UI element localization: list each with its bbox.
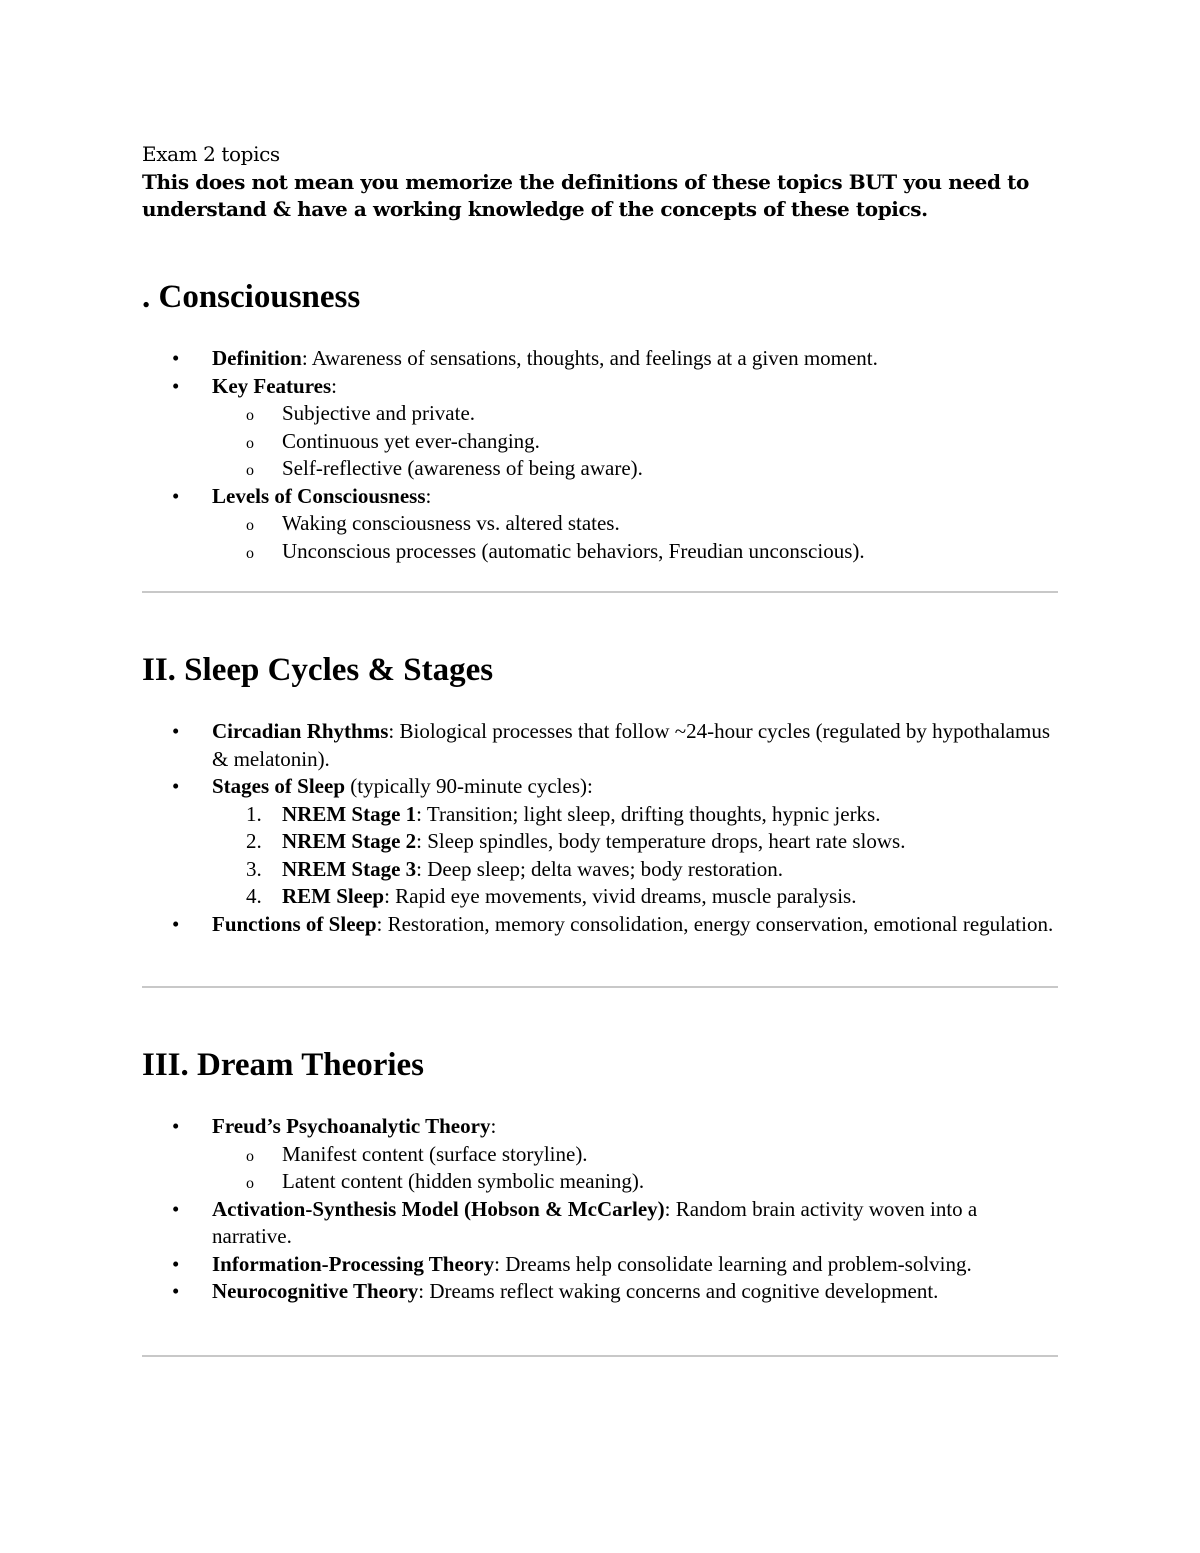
list-item — [142, 345, 1060, 373]
term: NREM Stage 2 — [282, 829, 417, 853]
circle-bullet-icon: o — [246, 544, 254, 562]
list-item — [142, 1278, 1060, 1306]
topic-list — [142, 718, 1060, 938]
numbered-item — [142, 883, 1060, 911]
item-number: 1. — [246, 801, 262, 826]
item-number: 4. — [246, 884, 262, 908]
description: : — [331, 373, 338, 398]
list-item — [142, 1196, 1060, 1251]
circle-bullet-icon: o — [246, 1175, 254, 1192]
bullet-icon: • — [172, 1279, 180, 1303]
term: Information-Processing Theory — [212, 1251, 495, 1276]
numbered-item — [142, 828, 1060, 856]
term: Neurocognitive Theory — [212, 1279, 419, 1303]
section-title: III. Dream Theories — [142, 1047, 425, 1083]
term: Key Features — [212, 373, 332, 398]
description: : Biological processes that follow ~24-hour cycles (regulated by hypothalamus & melatonin). — [212, 719, 1051, 771]
sub-list-item — [142, 510, 1060, 538]
exam-header — [142, 141, 1042, 224]
description: : Rapid eye movements, vivid dreams, muscle paralysis. — [384, 884, 857, 908]
sub-list — [212, 510, 1060, 565]
section-dream-theories — [142, 1045, 1060, 1306]
horizontal-rule — [142, 986, 1058, 988]
circle-bullet-icon: o — [246, 434, 254, 452]
term: Definition — [212, 346, 302, 370]
sub-item-text: Continuous yet ever-changing. — [282, 428, 540, 453]
list-item — [142, 483, 1060, 566]
sub-list-item — [142, 1141, 1060, 1169]
term: Circadian Rhythms — [212, 719, 389, 743]
item-number: 2. — [246, 829, 262, 853]
sub-item-text: Self-reflective (awareness of being aware). — [282, 456, 643, 480]
description: : — [425, 483, 432, 508]
bullet-icon: • — [172, 1114, 180, 1138]
sub-list-item — [142, 538, 1060, 566]
numbered-item — [142, 801, 1060, 829]
sub-list-item — [142, 428, 1060, 456]
bullet-icon: • — [172, 1196, 180, 1221]
bullet-icon: • — [172, 1251, 180, 1276]
term: Functions of Sleep — [212, 911, 377, 936]
list-item — [142, 373, 1060, 483]
item-number: 3. — [246, 856, 262, 881]
description: : — [490, 1114, 497, 1138]
description: : Dreams help consolidate learning and problem-solving. — [494, 1251, 972, 1276]
section-sleep-cycles — [142, 650, 1060, 938]
sub-item-text: Unconscious processes (automatic behaviors, Freudian unconscious). — [282, 538, 865, 563]
circle-bullet-icon: o — [246, 517, 254, 534]
list-item — [142, 1251, 1060, 1279]
numbered-list — [212, 801, 1060, 911]
sub-item-text: Subjective and private. — [282, 401, 476, 425]
circle-bullet-icon: o — [246, 407, 254, 424]
sub-list — [212, 1141, 1060, 1196]
sub-list — [212, 400, 1060, 483]
list-item — [142, 773, 1060, 911]
circle-bullet-icon: o — [246, 1147, 254, 1165]
header-title: Exam 2 topics — [142, 142, 280, 166]
list-item — [142, 718, 1060, 773]
term: Activation-Synthesis Model (Hobson & McCarley) — [212, 1196, 665, 1221]
bullet-icon: • — [172, 719, 180, 743]
bullet-icon: • — [172, 774, 180, 798]
sub-item-text: Waking consciousness vs. altered states. — [282, 511, 620, 535]
term: Stages of Sleep — [212, 774, 345, 798]
topic-list — [142, 1113, 1060, 1306]
description: : Deep sleep; delta waves; body restoration. — [416, 856, 783, 881]
description: : Restoration, memory consolidation, energy conservation, emotional regulation. — [376, 911, 1054, 936]
description: (typically 90-minute cycles): — [345, 774, 593, 798]
sub-list-item — [142, 1168, 1060, 1196]
horizontal-rule — [142, 591, 1058, 593]
bullet-icon: • — [172, 373, 180, 398]
header-note-line-2: understand & have a working knowledge of the concepts of these topics. — [142, 197, 928, 221]
circle-bullet-icon: o — [246, 462, 254, 479]
term: NREM Stage 1 — [282, 801, 417, 826]
list-item — [142, 1113, 1060, 1196]
sub-item-text: Manifest content (surface storyline). — [282, 1141, 588, 1166]
numbered-item — [142, 856, 1060, 884]
description: : Transition; light sleep, drifting thoughts, hypnic jerks. — [416, 801, 881, 826]
bullet-icon: • — [172, 911, 180, 936]
term: NREM Stage 3 — [282, 856, 417, 881]
bullet-icon: • — [172, 346, 180, 370]
bullet-icon: • — [172, 483, 180, 508]
term: Levels of Consciousness — [212, 483, 426, 508]
topic-list — [142, 345, 1060, 565]
section-consciousness — [142, 277, 1060, 565]
header-note-line-1: This does not mean you memorize the definitions of these topics BUT you need to — [142, 169, 1029, 194]
section-title: II. Sleep Cycles & Stages — [142, 652, 494, 688]
term: Freud’s Psychoanalytic Theory — [212, 1114, 491, 1138]
list-item — [142, 911, 1060, 939]
term: REM Sleep — [282, 884, 385, 908]
description: : Random brain activity woven into a narrative. — [212, 1196, 978, 1248]
sub-item-text: Latent content (hidden symbolic meaning). — [282, 1169, 645, 1193]
description: : Dreams reflect waking concerns and cognitive development. — [418, 1279, 939, 1303]
description: : Sleep spindles, body temperature drops, heart rate slows. — [416, 829, 906, 853]
horizontal-rule — [142, 1355, 1058, 1357]
description: : Awareness of sensations, thoughts, and feelings at a given moment. — [301, 346, 878, 370]
sub-list-item — [142, 400, 1060, 428]
sub-list-item — [142, 455, 1060, 483]
section-title: . Consciousness — [142, 279, 361, 315]
